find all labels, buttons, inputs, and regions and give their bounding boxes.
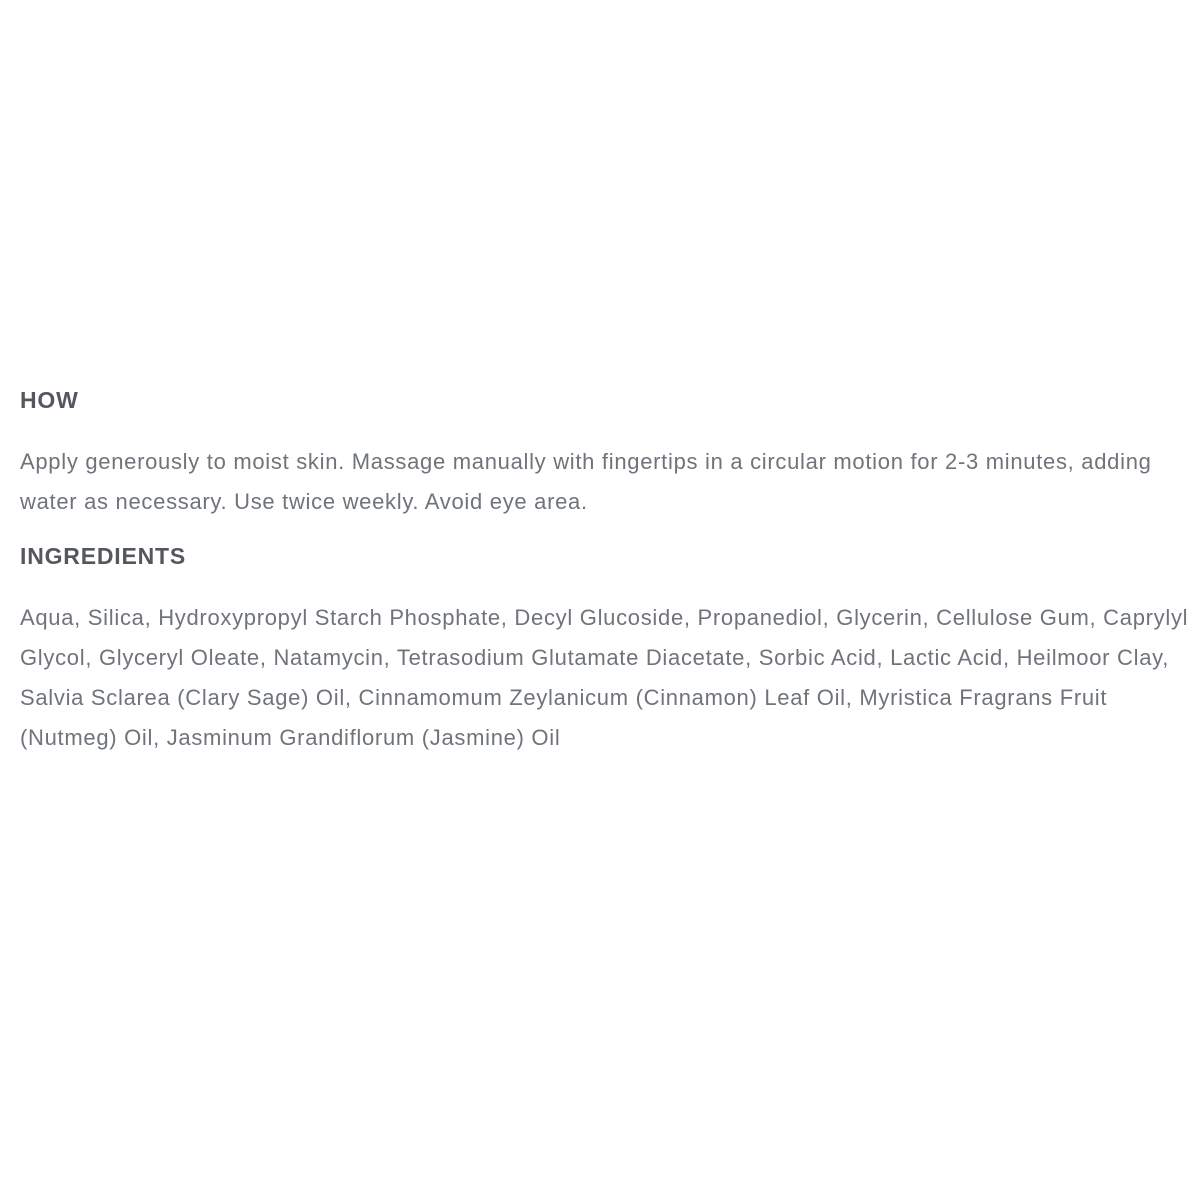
how-section-body: Apply generously to moist skin. Massage manually with fingertips in a circular motion for 2-3 minutes, adding water as necessary. Use twice weekly. Avoid eye area. — [20, 449, 1152, 514]
ingredients-section-heading: INGREDIENTS — [20, 543, 186, 569]
ingredients-section-body: Aqua, Silica, Hydroxypropyl Starch Phosphate, Decyl Glucoside, Propanediol, Glycerin, Cellulose Gum, Caprylyl Glycol, Glyceryl Oleate, Natamycin, Tetrasodium Glutamate Diacetate, Sorbic Acid, Lactic Acid, Heilmoor Clay, Salvia Sclarea (Clary Sage) Oil, Cinnamomum Zeylanicum (Cinnamon) Leaf Oil, Myristica Fragrans Fruit (Nutmeg) Oil, Jasminum Grandiflorum (Jasmine) Oil — [20, 605, 1189, 750]
how-section-heading: HOW — [20, 387, 79, 413]
